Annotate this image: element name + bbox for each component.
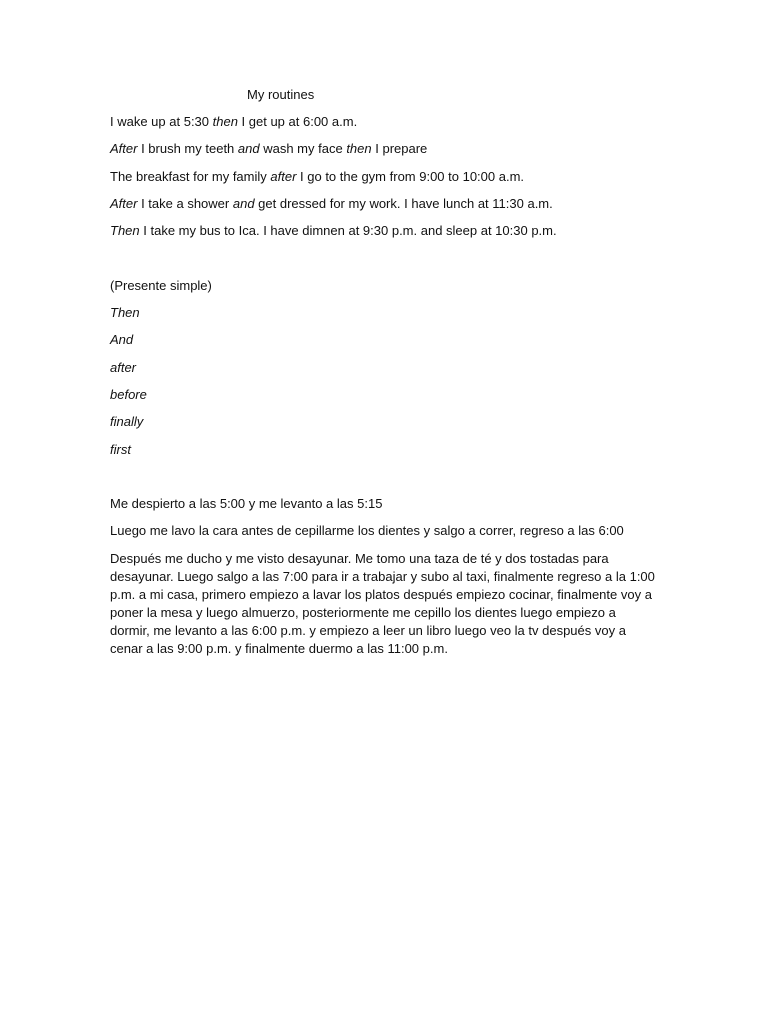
- blank-line: [110, 249, 655, 267]
- routine-line-5: Then I take my bus to Ica. I have dimnen at 9:30 p.m. and sleep at 10:30 p.m.: [110, 223, 557, 239]
- routine-line-1: I wake up at 5:30 then I get up at 6:00 a.m.: [110, 114, 358, 129]
- connector-word: after: [110, 359, 137, 375]
- spanish-line-1: Me despierto a las 5:00 y me levanto a las 5:15: [110, 496, 383, 512]
- routine-line-3: The breakfast for my family after I go to the gym from 9:00 to 10:00 a.m.: [110, 168, 525, 184]
- connector-word: And: [110, 332, 134, 348]
- blank-line: [110, 468, 655, 486]
- routine-line-2: After I brush my teeth and wash my face then I prepare: [110, 141, 428, 157]
- spanish-line-2: Luego me lavo la cara antes de cepillarme los dientes y salgo a correr, regreso a las 6:00: [110, 523, 624, 539]
- document-title: My routines: [247, 87, 315, 102]
- document-body: [110, 86, 655, 658]
- connector-word: before: [110, 386, 147, 402]
- connector-word: Then: [110, 305, 140, 321]
- connector-word: finally: [110, 414, 144, 430]
- connector-word: first: [110, 441, 131, 457]
- tense-label: (Presente simple): [110, 277, 212, 293]
- spanish-paragraph: Después me ducho y me visto desayunar. Me tomo una taza de té y dos tostadas para desayunar. Luego salgo a las 7:00 para ir a trabajar y subo al taxi, finalmente regreso a la 1:00 p.m. a mi casa, primero empiezo a lavar los platos después empiezo cocinar, finalmente voy a poner la mesa y luego almuerzo, posteriormente me cepillo los dientes luego empiezo a dormir, me levanto a las 6:00 p.m. y empiezo a leer un libro luego veo la tv después voy a cenar a las 9:00 p.m. y finalmente duermo a las 11:00 p.m.: [110, 550, 655, 656]
- routine-line-4: After I take a shower and get dressed for my work. I have lunch at 11:30 a.m.: [110, 195, 553, 211]
